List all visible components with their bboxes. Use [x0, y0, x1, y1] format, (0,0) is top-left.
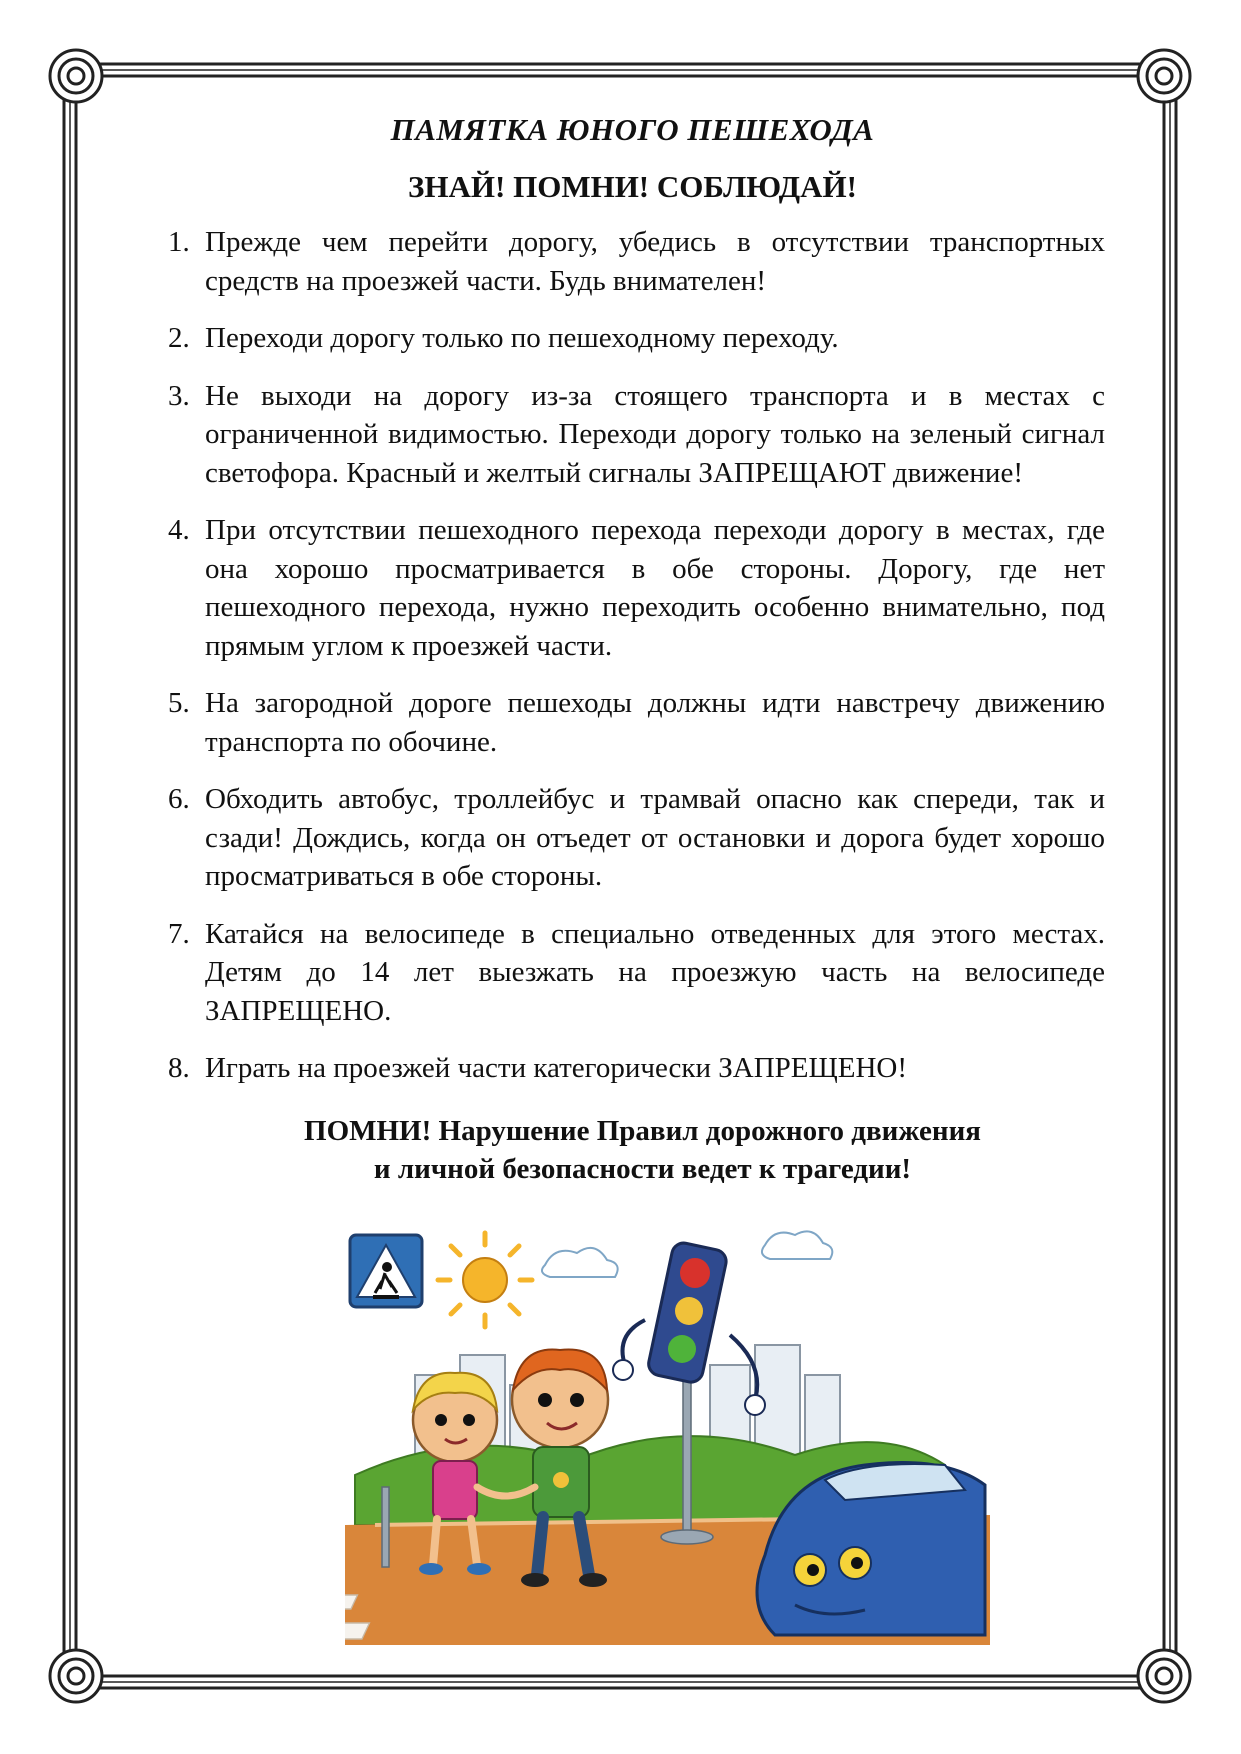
rule-number: 3.	[168, 379, 190, 412]
corner-ornament-top-left	[50, 50, 102, 102]
rule-number: 1.	[168, 226, 190, 258]
road-safety-illustration	[345, 1225, 990, 1645]
corner-ornament-bottom-right	[1138, 1650, 1190, 1702]
rule-text: Переходи дорогу только по пешеходному переходу.	[205, 322, 839, 354]
rule-number: 2.	[168, 322, 190, 354]
warning-text	[160, 1112, 1105, 1189]
rules-list	[160, 223, 1105, 1088]
list-item	[160, 1049, 1105, 1088]
list-item	[160, 223, 1105, 300]
memo-content	[160, 108, 1105, 1189]
page-subtitle: ЗНАЙ! ПОМНИ! СОБЛЮДАЙ!	[408, 169, 857, 204]
rule-text: Играть на проезжей части категорически ЗАПРЕЩЕНО!	[205, 1052, 908, 1084]
rule-number: 5.	[168, 687, 190, 719]
rule-number: 7.	[168, 917, 190, 950]
rule-number: 4.	[168, 514, 190, 546]
list-item	[160, 915, 1105, 1031]
list-item	[160, 319, 1105, 358]
list-item	[160, 684, 1105, 761]
rule-text: При отсутствии пешеходного перехода переходи дорогу в местах, где она хорошо просматривается в обе стороны. Дорогу, где нет пешеходного перехода, нужно переходить особенно внимательно, под прямым углом к проезжей части.	[205, 514, 1105, 662]
rule-number: 6.	[168, 783, 190, 815]
rule-number: 8.	[168, 1052, 190, 1084]
rule-text: Катайся на велосипеде в специально отведенных для этого местах. Детям до 14 лет выезжать на проезжую часть на велосипеде ЗАПРЕЩЕНО.	[205, 917, 1105, 1027]
rule-text: На загородной дороге пешеходы должны идти навстречу движению транспорта по обочине.	[205, 687, 1105, 758]
warning-line-2: и личной безопасности ведет к трагедии!	[373, 1153, 912, 1185]
list-item	[160, 511, 1105, 665]
sun-icon	[438, 1233, 532, 1327]
rule-text: Не выходи на дорогу из-за стоящего транспорта и в местах с ограниченной видимостью. Переходи дорогу только на зеленый сигнал светофора. Красный и желтый сигналы ЗАПРЕЩАЮТ движение!	[205, 379, 1105, 489]
corner-ornament-top-right	[1138, 50, 1190, 102]
rule-text: Прежде чем перейти дорогу, убедись в отсутствии транспортных средств на проезжей части. Будь внимателен!	[205, 226, 1105, 297]
list-item	[160, 780, 1105, 896]
warning-line-1: ПОМНИ! Нарушение Правил дорожного движения	[304, 1114, 981, 1147]
list-item	[160, 377, 1105, 493]
corner-ornament-bottom-left	[50, 1650, 102, 1702]
page-title: ПАМЯТКА ЮНОГО ПЕШЕХОДА	[390, 112, 875, 147]
rule-text: Обходить автобус, троллейбус и трамвай опасно как спереди, так и сзади! Дождись, когда он отъедет от остановки и дорога будет хорошо просматриваться в обе стороны.	[205, 783, 1105, 892]
